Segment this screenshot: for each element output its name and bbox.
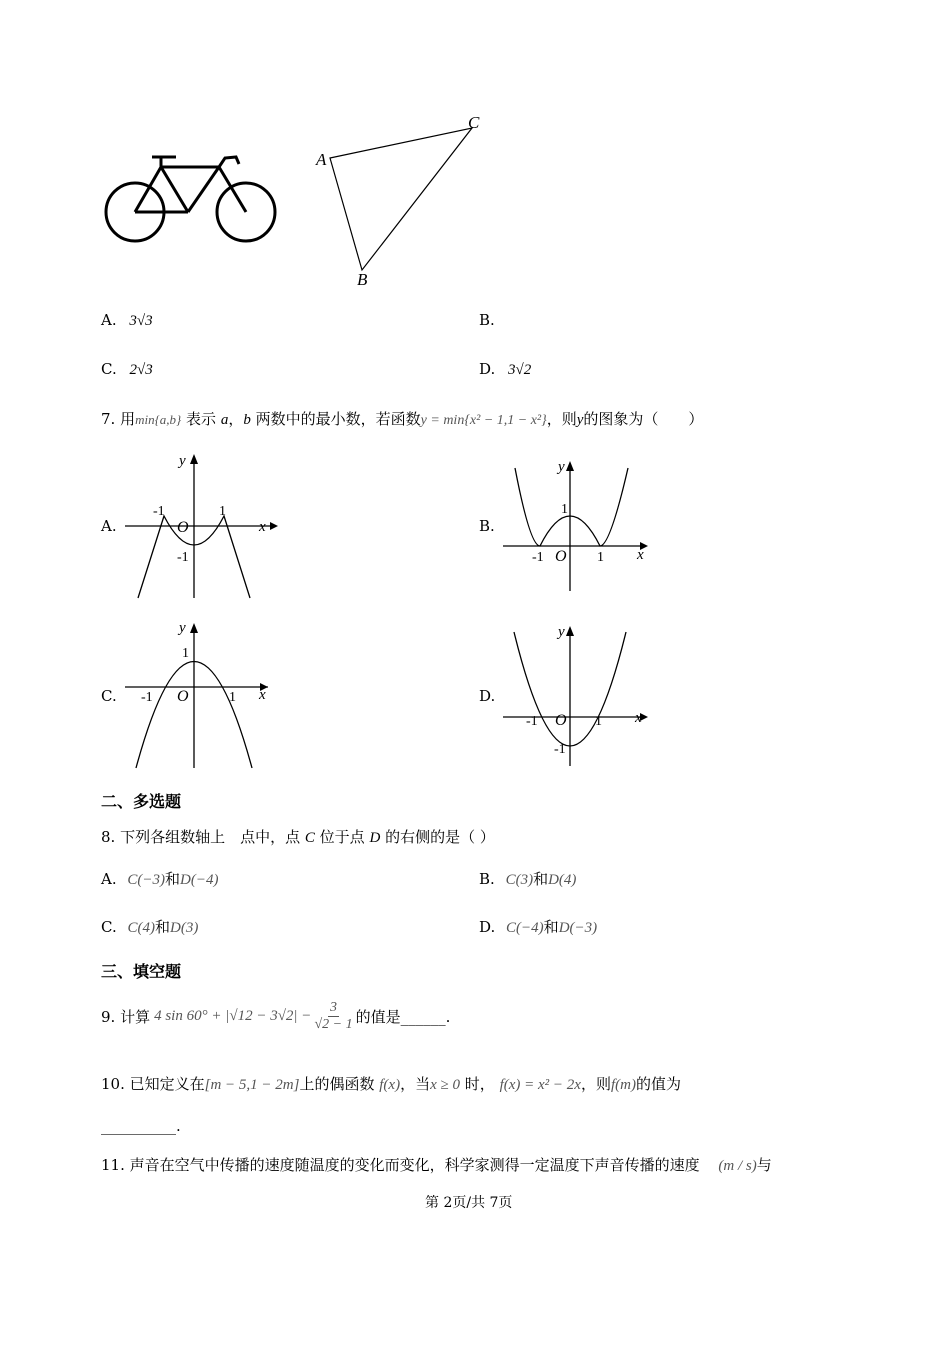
q8-text: 的右侧的是（ ）	[385, 828, 495, 846]
q6-option-c	[101, 360, 153, 379]
tick-label: 1	[229, 690, 236, 705]
q9-text: 9. 计算	[101, 1008, 151, 1026]
tick-label: -1	[153, 504, 165, 519]
option-d-value: D(−4)	[180, 872, 219, 888]
q9-text: 的值是______.	[355, 1008, 451, 1026]
q7-option-b-label: B.	[479, 517, 495, 535]
var-b: b	[243, 412, 251, 428]
q7-option-a-label: A.	[101, 517, 117, 535]
q10-interval: [m − 5,1 − 2m]	[204, 1077, 300, 1093]
vertex-a-label: A	[316, 150, 327, 169]
graph-a	[120, 450, 280, 600]
option-value: 3√2	[508, 362, 532, 378]
q11-text: 与	[756, 1156, 772, 1174]
q9	[101, 1000, 450, 1033]
q10	[101, 1073, 681, 1094]
tick-label: -1	[141, 690, 153, 705]
q7-stem	[101, 408, 703, 429]
tick-label: -1	[554, 742, 566, 757]
q10-blank: __________.	[101, 1117, 181, 1135]
bicycle-figure	[100, 150, 285, 250]
y-axis-label: y	[558, 624, 565, 640]
y-axis-label: y	[179, 620, 186, 636]
q8-option-a	[101, 868, 218, 889]
q8-text: 8. 下列各组数轴上 点中，点	[101, 828, 301, 846]
function-expression: y = min{x² − 1,1 − x²}	[420, 413, 547, 428]
q11-unit: (m / s)	[718, 1158, 757, 1174]
section-heading-fill-in: 三、填空题	[101, 962, 182, 981]
fraction-numerator: 3	[330, 1000, 337, 1015]
var-a: a	[220, 412, 229, 428]
q7-text: 表示	[186, 410, 217, 428]
q10-fm: f(m)	[610, 1077, 636, 1093]
q7-option-c-label: C.	[101, 687, 117, 705]
option-d-value: D(−3)	[558, 920, 598, 936]
q11-text: 11. 声音在空气中传播的速度随温度的变化而变化，科学家测得一定温度下声音传播的速度	[101, 1156, 700, 1174]
q10-text: ，当	[400, 1075, 431, 1093]
option-c-value: C(3)	[505, 872, 534, 888]
q10-text: 上的偶函数	[299, 1075, 375, 1093]
option-label: B.	[479, 870, 495, 888]
fraction-denominator: √2 − 1	[314, 1017, 353, 1032]
q8-option-d	[479, 916, 597, 937]
x-axis-label: x	[635, 710, 642, 726]
origin-label: O	[177, 519, 189, 536]
q9-expression: 4 sin 60° + |√12 − 3√2| −	[154, 1008, 312, 1024]
tick-label: 1	[595, 714, 602, 729]
q7-option-d-label: D.	[479, 687, 496, 705]
q6-option-a	[101, 311, 153, 330]
graph-c	[120, 615, 280, 770]
min-notation: min{a,b}	[135, 412, 182, 427]
vertex-b-label: B	[357, 270, 368, 289]
q6-option-d	[479, 360, 531, 379]
option-label: D.	[479, 918, 496, 936]
y-axis-label: y	[179, 453, 186, 469]
option-d-value: D(3)	[170, 920, 199, 936]
origin-label: O	[177, 688, 189, 705]
q7-number: 7.	[101, 410, 116, 428]
q11	[101, 1154, 772, 1175]
option-label: A.	[101, 311, 117, 329]
q8-option-c	[101, 916, 198, 937]
q10-fx: f(x)	[379, 1077, 401, 1093]
x-axis-label: x	[637, 547, 644, 563]
q7-text: 的图象为（ ）	[583, 410, 704, 428]
tick-label: -1	[532, 550, 544, 565]
tick-label: 1	[219, 504, 226, 519]
q10-text: 10. 已知定义在	[101, 1075, 205, 1093]
option-c-value: C(−4)	[506, 920, 544, 936]
option-label: C.	[101, 918, 117, 936]
page-footer: 第 2页/共 7页	[425, 1195, 513, 1211]
tick-label: -1	[526, 714, 538, 729]
option-label: B.	[479, 311, 495, 329]
y-axis-label: y	[558, 459, 565, 475]
q7-sep: ，	[228, 410, 244, 428]
q10-text: ，则	[580, 1075, 611, 1093]
option-and: 和	[543, 918, 559, 936]
var-y: y	[576, 412, 584, 428]
q10-text: 的值为	[635, 1075, 681, 1093]
option-d-value: D(4)	[548, 872, 577, 888]
q7-text: ，则	[546, 410, 577, 428]
q6-option-b	[479, 311, 495, 329]
point-c: C	[304, 830, 315, 846]
x-axis-label: x	[259, 687, 266, 703]
q8-stem	[101, 826, 495, 847]
origin-label: O	[555, 712, 567, 729]
option-c-value: C(4)	[127, 920, 155, 936]
tick-label: 1	[182, 646, 189, 661]
graph-b	[500, 455, 660, 595]
q7-text: 用	[120, 410, 136, 428]
tick-label: 1	[561, 502, 568, 517]
tick-label: -1	[177, 550, 189, 565]
q10-definition: f(x) = x² − 2x	[499, 1077, 581, 1093]
section-heading-multiple-choice: 二、多选题	[101, 792, 182, 811]
x-axis-label: x	[259, 519, 266, 535]
q9-fraction	[314, 1000, 352, 1033]
triangle-figure	[310, 108, 490, 293]
option-and: 和	[165, 870, 181, 888]
q7-text: 两数中的最小数，若函数	[255, 410, 421, 428]
option-value: 3√3	[129, 313, 153, 329]
option-label: C.	[101, 360, 117, 378]
tick-label: 1	[597, 550, 604, 565]
option-and: 和	[155, 918, 171, 936]
q8-option-b	[479, 868, 576, 889]
option-label: D.	[479, 360, 496, 378]
q10-text: 时，	[464, 1075, 495, 1093]
point-d: D	[369, 830, 381, 846]
graph-d	[500, 620, 660, 770]
q10-condition: x ≥ 0	[430, 1077, 460, 1093]
vertex-c-label: C	[468, 113, 480, 132]
q8-text: 位于点	[319, 828, 365, 846]
option-value: 2√3	[129, 362, 153, 378]
option-c-value: C(−3)	[127, 872, 166, 888]
origin-label: O	[555, 548, 567, 565]
option-label: A.	[101, 870, 117, 888]
option-and: 和	[533, 870, 549, 888]
